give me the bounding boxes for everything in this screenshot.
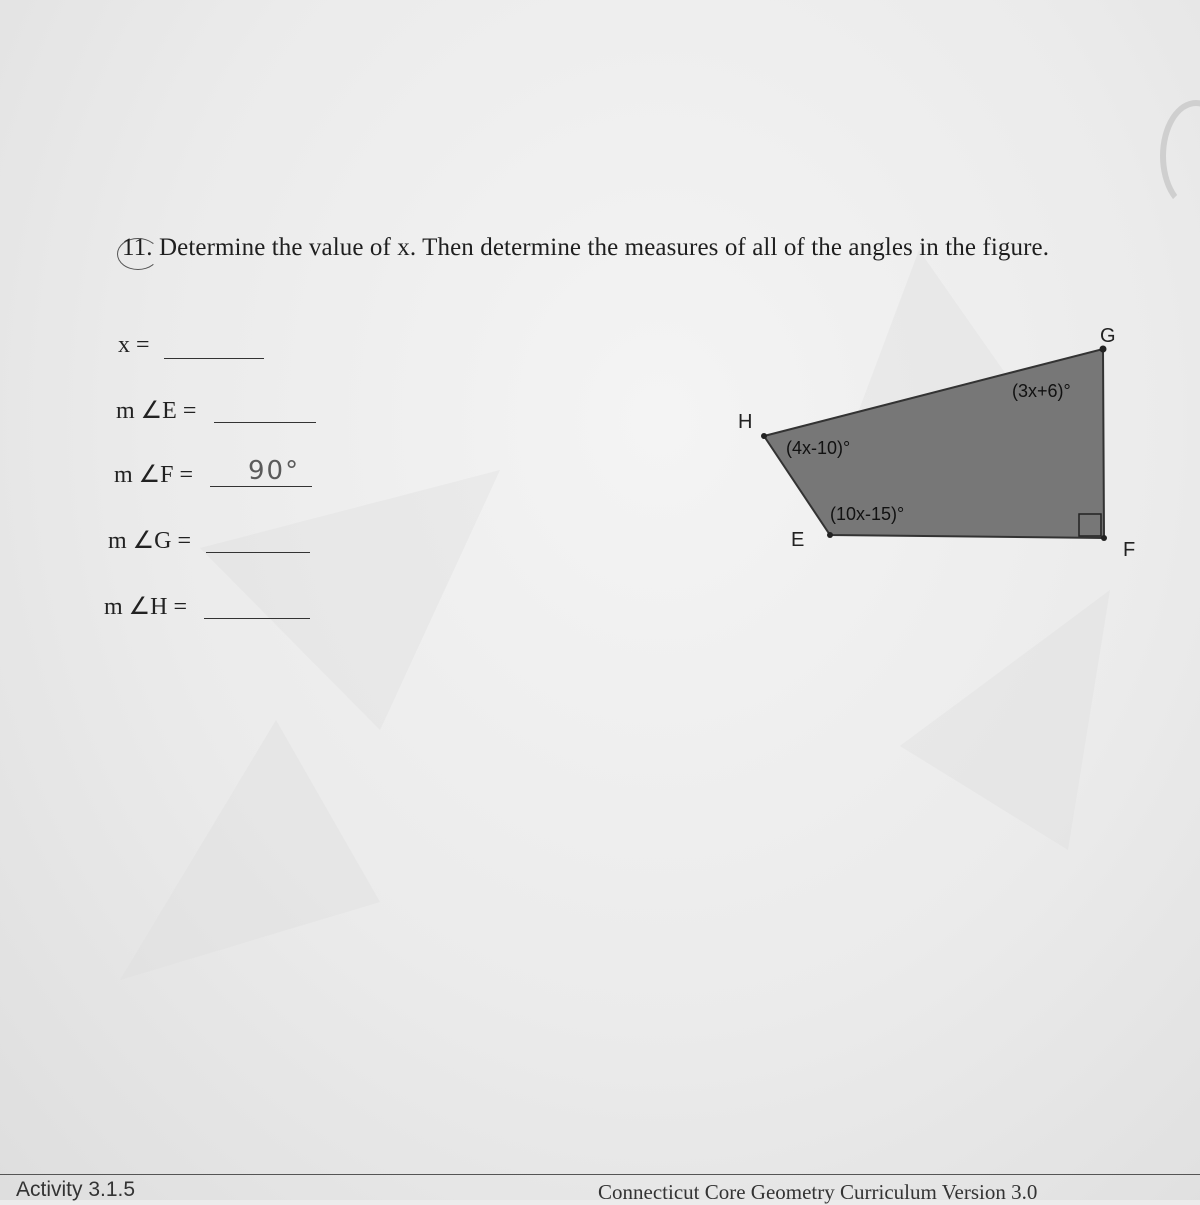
- angle-label-g: (3x+6)°: [1012, 381, 1071, 401]
- answer-row-x: [118, 332, 150, 359]
- question-number: 11.: [122, 234, 153, 261]
- angle-label-e: (10x-15)°: [830, 504, 905, 524]
- answer-row-e: [116, 396, 196, 425]
- vertex-point-h: [761, 433, 767, 439]
- answer-row-f: [114, 460, 193, 489]
- answer-label-f: m ∠F =: [114, 462, 194, 488]
- angle-label-h: (4x-10)°: [786, 438, 851, 458]
- answer-label-x: x =: [118, 332, 150, 358]
- answer-row-h: [104, 592, 187, 621]
- vertex-label-h: H: [738, 411, 753, 433]
- question-text: Determine the value of x. Then determine the measures of all of the angles in the figure.: [158, 234, 1050, 261]
- footer-curriculum: Connecticut Core Geometry Curriculum Version 3.0: [598, 1180, 1038, 1204]
- vertex-label-f: F: [1123, 539, 1136, 561]
- vertex-point-e: [827, 532, 833, 538]
- answer-label-g: m ∠G =: [108, 528, 192, 554]
- vertex-label-g: G: [1100, 325, 1116, 347]
- footer-rule: [0, 1174, 1200, 1175]
- answer-label-e: m ∠E =: [116, 398, 197, 424]
- vertex-label-e: E: [791, 529, 805, 551]
- quadrilateral-figure: [700, 300, 1180, 580]
- handwritten-answer-f: 90°: [248, 456, 301, 486]
- answer-label-h: m ∠H =: [104, 594, 188, 620]
- vertex-point-f: [1101, 535, 1107, 541]
- question-prompt: [122, 234, 1049, 262]
- footer-activity: Activity 3.1.5: [16, 1178, 136, 1201]
- answer-row-g: [108, 526, 191, 555]
